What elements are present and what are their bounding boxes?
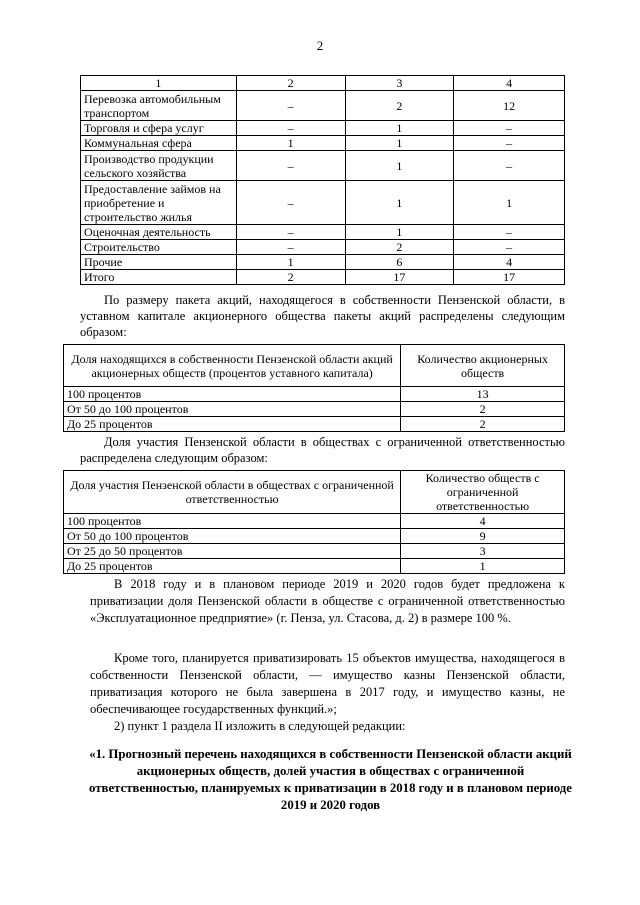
section-heading: «1. Прогнозный перечень находящихся в собственности Пензенской области акций акционерных обществ, долей участия в обществах с ограниченной ответственностью, планируемых к приватизации в 2018 году и в плановом периоде 2019 и 2020 годов bbox=[89, 747, 572, 812]
row-value: 9 bbox=[401, 529, 565, 544]
table-row bbox=[81, 240, 565, 255]
row-label: Торговля и сфера услуг bbox=[81, 121, 237, 136]
row-value: 1 bbox=[345, 181, 454, 225]
page-number: 2 bbox=[316, 38, 324, 53]
header-cell: Количество акционерных обществ bbox=[401, 345, 565, 387]
table-row bbox=[81, 136, 565, 151]
row-value: 1 bbox=[401, 559, 565, 574]
row-value: 17 bbox=[345, 270, 454, 285]
row-label: Прочие bbox=[81, 255, 237, 270]
header-cell: 2 bbox=[236, 76, 345, 91]
row-value: – bbox=[236, 91, 345, 121]
row-label: 100 процентов bbox=[64, 514, 401, 529]
shares-table bbox=[63, 344, 565, 432]
table-header-row bbox=[64, 345, 565, 387]
row-value: – bbox=[454, 225, 565, 240]
table-row bbox=[64, 514, 565, 529]
row-value: – bbox=[454, 240, 565, 255]
industry-table bbox=[80, 75, 565, 285]
row-value: 1 bbox=[345, 136, 454, 151]
row-label: Производство продукции сельского хозяйства bbox=[81, 151, 237, 181]
row-label: Перевозка автомобильным транспортом bbox=[81, 91, 237, 121]
table-row bbox=[64, 417, 565, 432]
table-row bbox=[81, 151, 565, 181]
row-value: 17 bbox=[454, 270, 565, 285]
row-value: – bbox=[454, 151, 565, 181]
llc-table bbox=[63, 470, 565, 574]
header-cell: 3 bbox=[345, 76, 454, 91]
row-value: 1 bbox=[454, 181, 565, 225]
row-value: – bbox=[236, 225, 345, 240]
row-label: Оценочная деятельность bbox=[81, 225, 237, 240]
row-label: От 50 до 100 процентов bbox=[64, 529, 401, 544]
header-cell: Количество обществ с ограниченной ответственностью bbox=[401, 471, 565, 514]
table-row bbox=[81, 181, 565, 225]
table-row bbox=[81, 255, 565, 270]
header-cell: Доля находящихся в собственности Пензенской области акций акционерных обществ (процентов уставного капитала) bbox=[64, 345, 401, 387]
row-label: Коммунальная сфера bbox=[81, 136, 237, 151]
row-label: Итого bbox=[81, 270, 237, 285]
table-header-row bbox=[64, 471, 565, 514]
row-label: Строительство bbox=[81, 240, 237, 255]
row-value: 3 bbox=[401, 544, 565, 559]
paragraph-llc-intro: Доля участия Пензенской области в обществах с ограниченной ответственностью распределена следующим образом: bbox=[80, 435, 565, 465]
row-label: 100 процентов bbox=[64, 387, 401, 402]
row-value: 1 bbox=[345, 151, 454, 181]
row-value: 4 bbox=[454, 255, 565, 270]
row-label: От 50 до 100 процентов bbox=[64, 402, 401, 417]
header-cell: 4 bbox=[454, 76, 565, 91]
header-cell: 1 bbox=[81, 76, 237, 91]
row-label: От 25 до 50 процентов bbox=[64, 544, 401, 559]
table-row bbox=[64, 544, 565, 559]
paragraph-privatization-plan: В 2018 году и в плановом периоде 2019 и 2020 годов будет предложена к приватизации доля Пензенской области в обществе с ограниченной ответственностью «Эксплуатационное предприятие» (г. Пенза, ул. Стасова, д. 2) в размере 100 %. bbox=[90, 577, 565, 625]
paragraph-amendment: 2) пункт 1 раздела II изложить в следующей редакции: bbox=[114, 719, 406, 733]
row-value: 1 bbox=[345, 225, 454, 240]
row-value: 2 bbox=[401, 402, 565, 417]
row-value: 1 bbox=[236, 136, 345, 151]
row-value: 2 bbox=[236, 270, 345, 285]
row-label: До 25 процентов bbox=[64, 417, 401, 432]
row-value: – bbox=[236, 240, 345, 255]
table-row bbox=[64, 387, 565, 402]
table-row bbox=[64, 529, 565, 544]
table-row bbox=[64, 402, 565, 417]
paragraph-shares-intro: По размеру пакета акций, находящегося в собственности Пензенской области, в уставном капитале акционерного общества пакеты акций распределены следующим образом: bbox=[80, 293, 565, 339]
row-label: Предоставление займов на приобретение и строительство жилья bbox=[81, 181, 237, 225]
row-value: – bbox=[454, 136, 565, 151]
table-row bbox=[81, 121, 565, 136]
row-value: – bbox=[454, 121, 565, 136]
paragraph-property-objects: Кроме того, планируется приватизировать 15 объектов имущества, находящегося в собственности Пензенской области, — имущество казны Пензенской области, приватизация которого не была завершена в 2017 году, и имущество казны, не обеспечивающее государственных функций.»; bbox=[90, 651, 565, 716]
row-label: До 25 процентов bbox=[64, 559, 401, 574]
row-value: 2 bbox=[345, 240, 454, 255]
row-value: 1 bbox=[345, 121, 454, 136]
row-value: 12 bbox=[454, 91, 565, 121]
table-header-row bbox=[81, 76, 565, 91]
row-value: – bbox=[236, 151, 345, 181]
row-value: 2 bbox=[401, 417, 565, 432]
table-total-row bbox=[81, 270, 565, 285]
table-row bbox=[81, 225, 565, 240]
table-row bbox=[64, 559, 565, 574]
row-value: – bbox=[236, 181, 345, 225]
row-value: – bbox=[236, 121, 345, 136]
row-value: 1 bbox=[236, 255, 345, 270]
row-value: 2 bbox=[345, 91, 454, 121]
table-row bbox=[81, 91, 565, 121]
row-value: 13 bbox=[401, 387, 565, 402]
header-cell: Доля участия Пензенской области в обществах с ограниченной ответственностью bbox=[64, 471, 401, 514]
row-value: 4 bbox=[401, 514, 565, 529]
row-value: 6 bbox=[345, 255, 454, 270]
